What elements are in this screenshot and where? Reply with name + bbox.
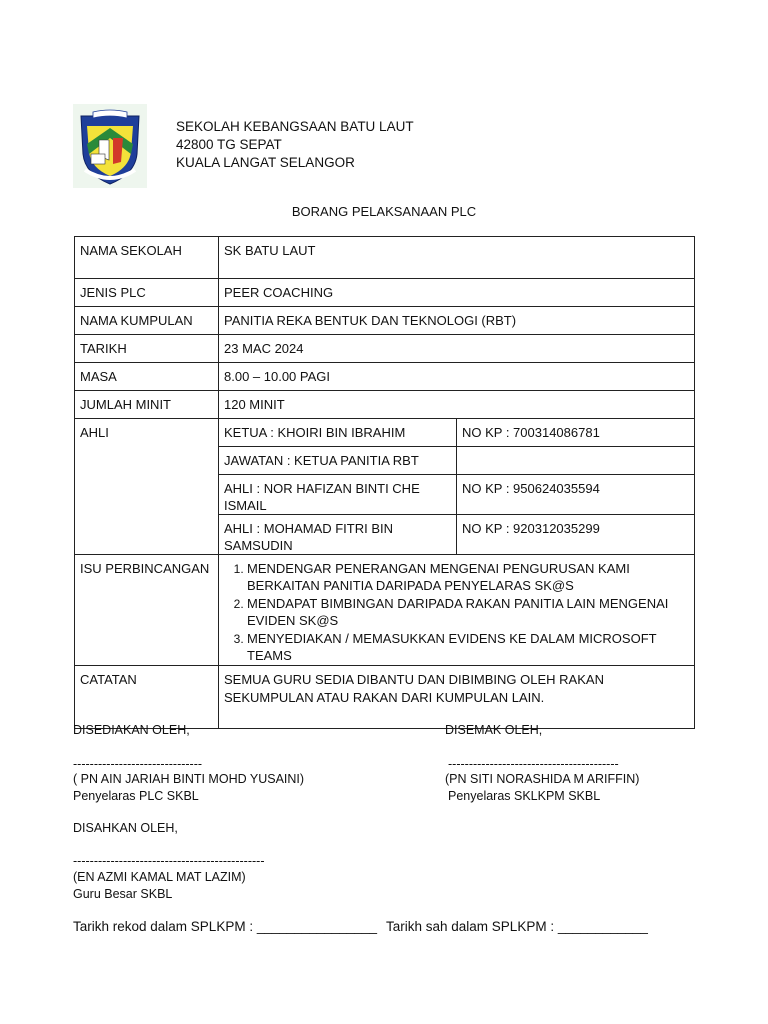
table-row [75,335,695,363]
ahli-name-0: KETUA : KHOIRI BIN IBRAHIM [219,419,457,447]
school-crest-icon [73,104,147,188]
checked-by-role: Penyelaras SKLKPM SKBL [448,789,601,803]
ahli-kp-1 [457,447,695,475]
checked-by-heading: DISEMAK OLEH, [445,723,543,737]
record-date-field: Tarikh rekod dalam SPLKPM : ________________ [73,919,377,934]
approved-date-field: Tarikh sah dalam SPLKPM : ____________ [386,919,648,934]
isu-item-3: 3. MENYEDIAKAN / MEMASUKKAN EVIDENS KE DALAM MICROSOFT TEAMS [247,630,689,664]
ahli-name-2: AHLI : NOR HAFIZAN BINTI CHE ISMAIL [219,475,457,515]
value-nama-sekolah: SK BATU LAUT [219,237,695,279]
checked-by-name: (PN SITI NORASHIDA M ARIFFIN) [445,772,640,786]
prepared-by-role: Penyelaras PLC SKBL [73,789,199,803]
label-nama-sekolah: NAMA SEKOLAH [75,237,219,279]
label-ahli: AHLI [75,419,219,555]
label-masa: MASA [75,363,219,391]
value-masa: 8.00 – 10.00 PAGI [219,363,695,391]
label-tarikh: TARIKH [75,335,219,363]
table-row [75,419,695,447]
label-isu: ISU PERBINCANGAN [75,555,219,666]
table-row [75,279,695,307]
approved-by-heading: DISAHKAN OLEH, [73,821,178,835]
approved-by-line: ---------------------------------------------- [73,854,265,868]
school-address [176,118,414,172]
table-row [75,391,695,419]
approved-by-name: (EN AZMI KAMAL MAT LAZIM) [73,870,246,884]
isu-item-1: 1. MENDENGAR PENERANGAN MENGENAI PENGURUSAN KAMI BERKAITAN PANITIA DARIPADA PENYELARAS SK@S [247,560,689,594]
ahli-name-3: AHLI : MOHAMAD FITRI BIN SAMSUDIN [219,515,457,555]
school-postcode-town: 42800 TG SEPAT [176,137,282,152]
label-jenis-plc: JENIS PLC [75,279,219,307]
value-nama-kumpulan: PANITIA REKA BENTUK DAN TEKNOLOGI (RBT) [219,307,695,335]
table-row [75,237,695,279]
table-row [75,666,695,729]
ahli-kp-0: NO KP : 700314086781 [457,419,695,447]
prepared-by-line: ------------------------------- [73,757,203,771]
table-row [75,555,695,666]
plc-form-table [74,236,695,729]
ahli-kp-3: NO KP : 920312035299 [457,515,695,555]
value-jenis-plc: PEER COACHING [219,279,695,307]
isu-item-2: 2. MENDAPAT BIMBINGAN DARIPADA RAKAN PANITIA LAIN MENGENAI EVIDEN SK@S [247,595,689,629]
label-catatan: CATATAN [75,666,219,729]
table-row [75,307,695,335]
form-title: BORANG PELAKSANAAN PLC [291,204,477,219]
school-district-state: KUALA LANGAT SELANGOR [176,155,355,170]
school-logo [73,104,147,188]
prepared-by-heading: DISEDIAKAN OLEH, [73,723,190,737]
checked-by-line: ----------------------------------------- [448,757,619,771]
isu-list [224,560,689,664]
value-tarikh: 23 MAC 2024 [219,335,695,363]
isu-list-cell [219,555,695,666]
label-nama-kumpulan: NAMA KUMPULAN [75,307,219,335]
approved-by-role: Guru Besar SKBL [73,887,173,901]
prepared-by-name: ( PN AIN JARIAH BINTI MOHD YUSAINI) [73,772,305,786]
value-jumlah-minit: 120 MINIT [219,391,695,419]
label-jumlah-minit: JUMLAH MINIT [75,391,219,419]
ahli-kp-2: NO KP : 950624035594 [457,475,695,515]
table-row [75,363,695,391]
ahli-name-1: JAWATAN : KETUA PANITIA RBT [219,447,457,475]
school-name: SEKOLAH KEBANGSAAN BATU LAUT [176,119,414,134]
value-catatan: SEMUA GURU SEDIA DIBANTU DAN DIBIMBING OLEH RAKAN SEKUMPULAN ATAU RAKAN DARI KUMPULAN LAIN. [219,666,695,729]
